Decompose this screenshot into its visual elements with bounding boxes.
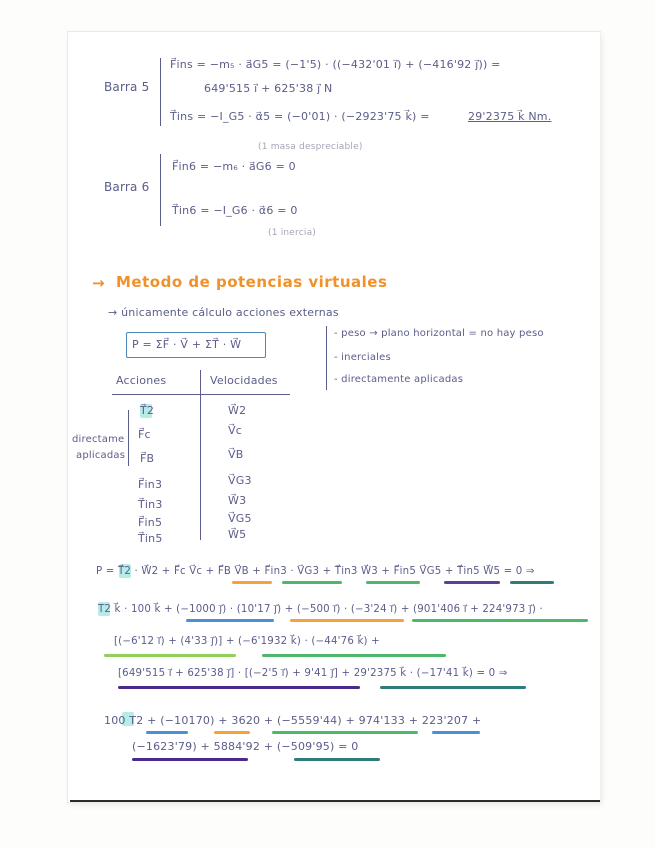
side-label-directamente: directame (72, 434, 125, 445)
highlight-fb-vb (290, 619, 404, 622)
table-row-velocidad: V⃗c (228, 424, 242, 437)
page-edge (600, 32, 601, 802)
highlight-term-6 (294, 758, 380, 761)
table-row-velocidad: W⃗2 (228, 404, 247, 417)
table-row-velocidad: V⃗G5 (228, 512, 252, 525)
page-bottom-edge (70, 800, 600, 802)
table-row-accion: T⃗2 (140, 404, 155, 417)
highlight-fc-vc (186, 619, 274, 622)
highlight-tin5 (510, 581, 554, 584)
barra6-line1: F⃗in6 = −m₆ · a⃗G6 = 0 (172, 160, 296, 173)
table-row-velocidad: W⃗3 (228, 494, 247, 507)
table-row-accion: F⃗in3 (138, 478, 163, 491)
table-row-accion: T⃗in5 (138, 532, 163, 545)
equation-line-2: [(−6'12 i⃗) + (4'33 j⃗)] + (−6'1932 k⃗) · (−44'76 k⃗) + (114, 636, 380, 647)
section-title: Metodo de potencias virtuales (116, 273, 388, 291)
highlight-fin5-vg5 (118, 686, 360, 689)
equation-line-1: T2 k⃗ · 100 k⃗ + (−1000 j⃗) · (10'17 j⃗) + (−500 i⃗) · (−3'24 i⃗) + (901'406 i⃗ + 224'973 j⃗) · (98, 604, 543, 615)
barra5-brace (160, 58, 161, 126)
barra5-line3: T⃗ins = −I_G5 · α⃗5 = (−0'01) · (−2923'75 k⃗) = (170, 110, 430, 123)
highlight-term-3 (272, 731, 418, 734)
table-header-velocidades: Velocidades (210, 374, 278, 387)
table-row-accion: F⃗c (138, 428, 151, 441)
highlight-term-2 (214, 731, 250, 734)
table-header-rule (112, 394, 290, 395)
highlight-fb (232, 581, 272, 584)
highlight-term-5 (132, 758, 248, 761)
note-peso: - peso → plano horizontal = no hay peso (334, 328, 544, 339)
highlight-fin5 (444, 581, 500, 584)
table-header-acciones: Acciones (116, 374, 167, 387)
highlight-tin3 (366, 581, 420, 584)
barra5-line2: 649'515 i⃗ + 625'38 j⃗ N (204, 82, 333, 95)
note-inerciales: - inerciales (334, 352, 391, 363)
section-subtitle: → únicamente cálculo acciones externas (108, 306, 339, 319)
highlight-term-1 (146, 731, 188, 734)
table-row-accion: T⃗in3 (138, 498, 163, 511)
table-row-velocidad: V⃗B (228, 448, 244, 461)
equation-line-5: (−1623'79) + 5884'92 + (−509'95) = 0 (132, 740, 359, 753)
highlight-tin5-w5 (380, 686, 526, 689)
section-arrow-icon: → (92, 274, 105, 292)
barra6-line2: T⃗in6 = −I_G6 · α⃗6 = 0 (172, 204, 298, 217)
barra6-label: Barra 6 (104, 180, 150, 194)
barra6-brace (160, 154, 161, 226)
power-equation: P = T⃗2 · W⃗2 + F⃗c V⃗c + F⃗B V⃗B + F⃗in3 · V⃗G3 + T⃗in3 W⃗3 + F⃗in5 V⃗G5 + T⃗in5 W⃗5 = 0 ⇒ (96, 566, 535, 577)
barra6-note-top: (1 masa despreciable) (258, 142, 363, 152)
highlight-vg3 (104, 654, 236, 657)
notes-brace (326, 326, 327, 390)
note-aplicadas: - directamente aplicadas (334, 374, 464, 385)
barra5-label: Barra 5 (104, 80, 150, 94)
side-label-aplicadas: aplicadas (76, 450, 126, 461)
aplicadas-brace (128, 410, 129, 466)
barra5-line3-result: 29'2375 k⃗ Nm. (468, 110, 552, 123)
table-row-velocidad: V⃗G3 (228, 474, 252, 487)
power-formula: P = ΣF⃗ · V⃗ + ΣT⃗ · W⃗ (132, 338, 242, 351)
highlight-fin3 (282, 581, 342, 584)
table-column-divider (200, 370, 201, 540)
table-row-accion: F⃗B (140, 452, 155, 465)
barra5-line1: F⃗ins = −m₅ · a⃗G5 = (−1'5) · ((−432'01 i⃗) + (−416'92 j⃗)) = (170, 58, 501, 71)
equation-line-3: [649'515 i⃗ + 625'38 j⃗] · [(−2'5 i⃗) + 9'41 j⃗] + 29'2375 k⃗ · (−17'41 k⃗) = 0 ⇒ (118, 668, 508, 679)
table-row-accion: F⃗in5 (138, 516, 163, 529)
table-row-velocidad: W⃗5 (228, 528, 247, 541)
highlight-term-4 (432, 731, 480, 734)
highlight-tin3-w3 (262, 654, 446, 657)
barra6-note-bottom: (1 inercia) (268, 228, 317, 238)
equation-line-4: 100 T2 + (−10170) + 3620 + (−5559'44) + 974'133 + 223'207 + (104, 714, 482, 727)
highlight-fin3-start (412, 619, 588, 622)
